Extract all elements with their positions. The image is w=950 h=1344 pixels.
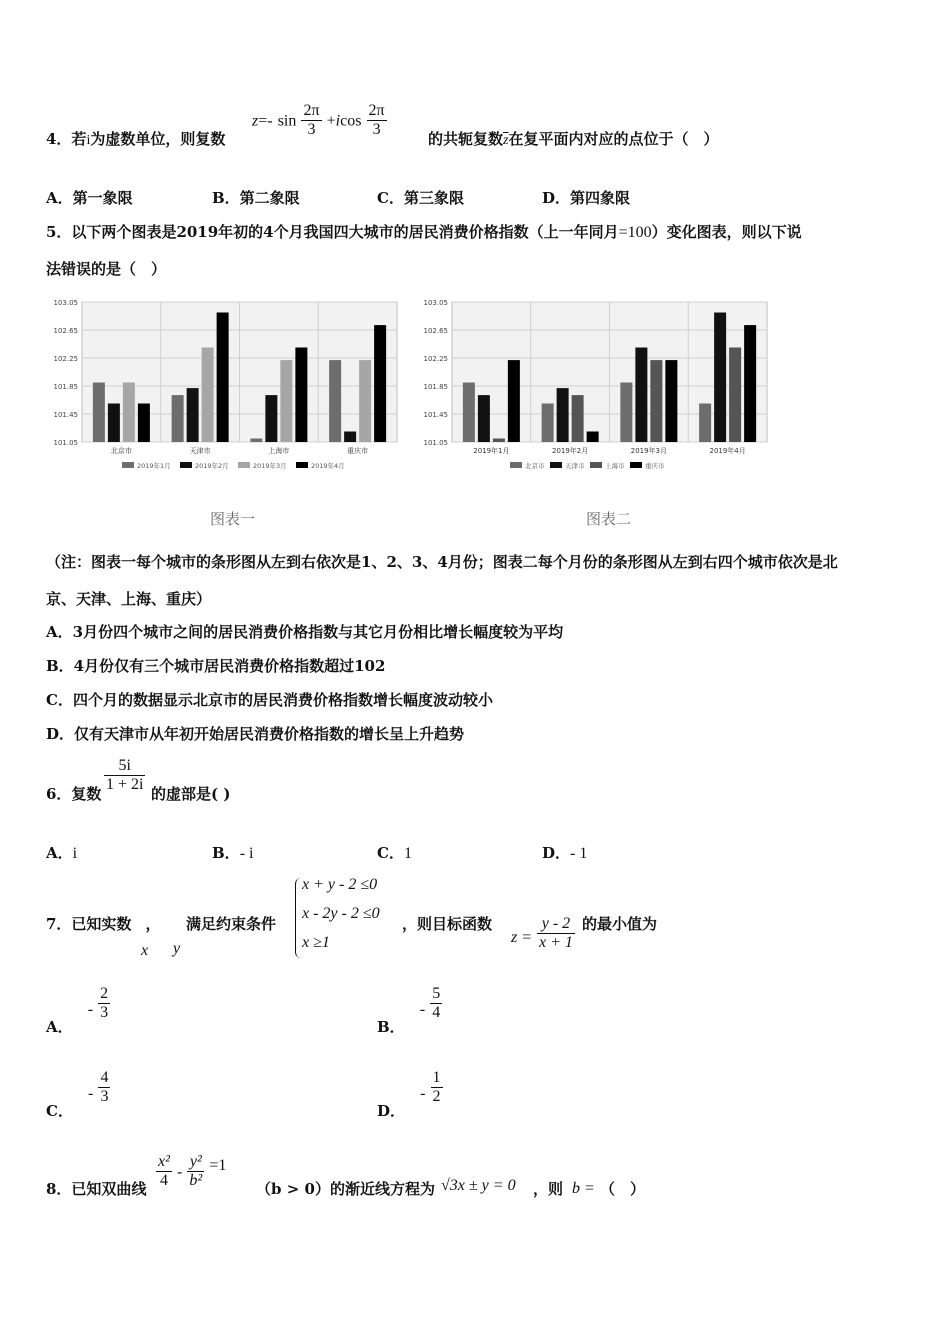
y-tick-label: 101.05 [53,439,78,447]
q7-brace [295,878,302,958]
legend-swatch [630,462,642,468]
q7-objective-label: ，则目标函数 [402,915,493,933]
bar [138,404,150,443]
bar [172,395,184,442]
q8-condition: （b > 0）的渐近线方程为 [256,1180,435,1198]
bar [714,313,726,443]
q6-option-a[interactable]: A．i [46,844,78,862]
q4-frac-2: $\frac{2\pi}{3}$ [368,102,385,139]
bar [295,348,307,443]
bar [374,325,386,442]
q5-option-b[interactable]: B．4月份仅有三个城市居民消费价格指数超过102 [46,657,386,675]
y-tick-label: 101.85 [423,383,448,391]
bar [250,439,262,443]
bar [93,383,105,443]
q4-stem-end: 的共轭复数$\overline{z}$在复平面内对应的点位于（ ） [428,130,719,148]
chart-two [410,296,775,486]
q4-frac-1: $\frac{2\pi}{3}$ [303,102,320,139]
legend-label: 重庆市 [645,462,665,470]
bar [587,432,599,443]
bar [557,388,569,442]
q7-var-x: x [141,942,149,959]
legend-label: 天津市 [565,462,585,470]
legend-label: 2019年2月 [195,462,229,470]
bar [123,383,135,443]
bar [329,360,341,442]
q6-option-d[interactable]: D．- 1 [542,844,588,862]
q7-var-y: y [173,940,181,957]
y-tick-label: 103.05 [423,299,448,307]
bar [187,388,199,442]
x-tick-label: 2019年1月 [473,447,510,455]
bar [620,383,632,443]
bar [699,404,711,443]
q6-option-c[interactable]: C．1 [377,844,412,862]
y-tick-label: 101.45 [423,411,448,419]
y-tick-label: 102.65 [423,327,448,335]
bar [729,348,741,443]
bar [635,348,647,443]
q7-option-d[interactable]: D． - $\frac{1}{2}$ [377,1069,441,1121]
bar [217,313,229,443]
bar [202,348,214,443]
legend-label: 2019年4月 [311,462,345,470]
chart-one [40,296,405,486]
y-tick-label: 103.05 [53,299,78,307]
q8-prefix: 8．已知双曲线 [46,1180,147,1198]
legend-swatch [180,462,192,468]
legend-label: 上海市 [605,462,625,470]
legend-label: 2019年3月 [253,462,287,470]
q8-answer-paren: （ ） [600,1180,646,1198]
legend-label: 北京市 [525,462,545,470]
bar [508,360,520,442]
x-tick-label: 重庆市 [347,447,369,455]
legend-swatch [590,462,602,468]
q7-option-c[interactable]: C． - $\frac{4}{3}$ [46,1069,109,1121]
bar [665,360,677,442]
bar [463,383,475,443]
x-tick-label: 2019年2月 [551,447,589,455]
q6-fraction: $\frac{5i}{1 + 2i}$ [106,757,144,794]
q5-option-d[interactable]: D．仅有天津市从年初开始居民消费价格指数的增长呈上升趋势 [46,725,465,743]
legend-swatch [296,462,308,468]
legend-swatch [550,462,562,468]
q6-prefix: 6．复数 [46,785,102,803]
q5-stem-line1: 5．以下两个图表是2019年初的4个月我国四大城市的居民消费价格指数（上一年同月=100）变化图表，则以下说 [46,223,802,241]
q7-option-b[interactable]: B． - $\frac{5}{4}$ [377,985,441,1037]
legend-swatch [510,462,522,468]
q5-option-c[interactable]: C．四个月的数据显示北京市的居民消费价格指数增长幅度波动较小 [46,691,493,709]
y-tick-label: 102.25 [53,355,78,363]
q7-constraint-2: x - 2y - 2 ≤0 [302,905,380,922]
q7-condition: 满足约束条件 [186,915,277,933]
bar [744,325,756,442]
bar [344,432,356,443]
chart-two-caption: 图表二 [586,510,632,528]
q5-note-line2: 京、天津、上海、重庆） [46,590,212,608]
q6-suffix: 的虚部是( ) [151,785,231,803]
y-tick-label: 102.65 [53,327,78,335]
q7-constraint-3: x ≥1 [302,934,330,951]
q7-prefix: 7．已知实数 ， [46,915,161,933]
legend-swatch [238,462,250,468]
q7-suffix: 的最小值为 [582,915,658,933]
x-tick-label: 天津市 [189,447,211,455]
bar [265,395,277,442]
q8-hyperbola: $\frac{\text{x²}}{4}$ - $\frac{\text{y²}}{\text{b²}}$ =1 [158,1153,227,1190]
q8-then: ，则 [533,1180,564,1198]
bar [280,360,292,442]
q5-note-line1: （注：图表一每个城市的条形图从左到右依次是1、2、3、4月份；图表二每个月份的条形图从左到右四个城市依次是北 [46,553,838,571]
q4-option-a[interactable]: A．第一象限 [46,189,133,207]
bar [493,439,505,443]
legend-label: 2019年1月 [137,462,171,470]
x-tick-label: 上海市 [268,447,290,455]
chart-one-caption: 图表一 [210,510,256,528]
x-tick-label: 2019年3月 [630,447,668,455]
q7-option-a[interactable]: A． - $\frac{2}{3}$ [46,985,109,1037]
q5-option-a[interactable]: A．3月份四个城市之间的居民消费价格指数与其它月份相比增长幅度较为平均 [46,623,564,641]
q7-objective-fraction: $\frac{y - 2}{x + 1}$ [539,915,573,952]
q4-option-c[interactable]: C．第三象限 [377,189,464,207]
bar [572,395,584,442]
bar [478,395,490,442]
legend-swatch [122,462,134,468]
bar [359,360,371,442]
bar [542,404,554,443]
q4-option-d[interactable]: D．第四象限 [542,189,631,207]
q7-z: z = [511,929,533,946]
q4-stem: 4．若i为虚数单位，则复数 [46,130,226,148]
q5-stem-line2: 法错误的是（ ） [46,260,167,278]
bar [650,360,662,442]
x-tick-label: 北京市 [110,447,132,455]
bar [108,404,120,443]
y-tick-label: 101.85 [53,383,78,391]
x-tick-label: 2019年4月 [709,447,746,455]
q6-option-b[interactable]: B．- i [212,844,254,862]
q4-option-b[interactable]: B．第二象限 [212,189,300,207]
q4-formula: z=- sin $\frac{2\pi}{3}$ +icos $\frac{2\pi}{3}$ [252,102,385,139]
y-tick-label: 102.25 [423,355,448,363]
q8-asymptote: √3x ± y = 0 [441,1177,516,1194]
q7-constraint-1: x + y - 2 ≤0 [302,876,378,893]
q8-b: b = [572,1180,595,1197]
y-tick-label: 101.45 [53,411,78,419]
y-tick-label: 101.05 [423,439,448,447]
